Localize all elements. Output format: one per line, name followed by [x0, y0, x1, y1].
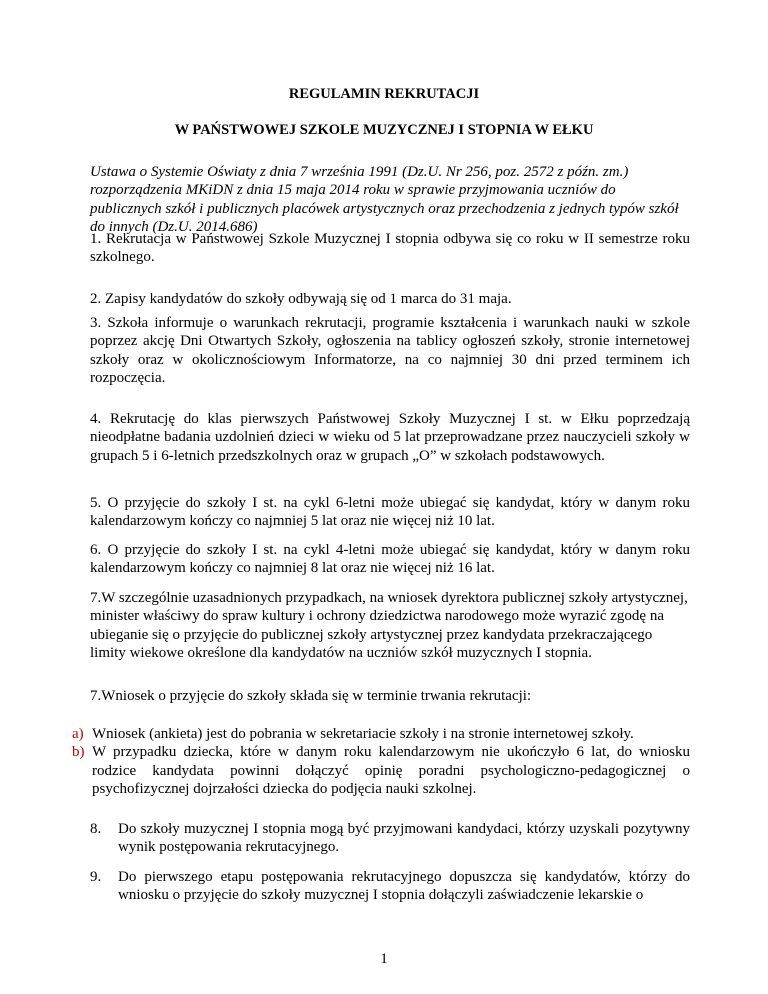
paragraph-5: 5. O przyjęcie do szkoły I st. na cykl 6-letni może ubiegać się kandydat, który w danym roku kalendarzowym kończy co najmniej 5 lat oraz nie więcej niż 10 lat. [90, 495, 690, 530]
list-marker: 8. [90, 821, 102, 837]
list-item-text: Do szkoły muzycznej I stopnia mogą być przyjmowani kandydaci, którzy uzyskali pozytywny wynik postępowania rekrutacyjnego. [118, 821, 690, 856]
paragraph-7-application: 7.Wniosek o przyjęcie do szkoły składa się w terminie trwania rekrutacji: [90, 688, 532, 704]
numbered-item-9 [90, 868, 690, 905]
paragraph-3: 3. Szkoła informuje o warunkach rekrutacji, programie kształcenia i warunkach nauki w szkole poprzez akcję Dni Otwartych Szkoły, ogłoszenia na tablicy ogłoszeń szkoły, stronie internetowej szkoły oraz w okolicznościowym Informatorze, na co najmniej 30 dni przed terminem ich rozpoczęcia. [90, 315, 690, 387]
page-number: 1 [380, 951, 388, 967]
list-marker: b) [72, 744, 85, 761]
paragraph-7: 7.W szczególnie uzasadnionych przypadkach, na wniosek dyrektora publicznej szkoły artystycznej, minister właściwy do spraw kultury i ochrony dziedzictwa narodowego może wyrazić zgodę na ubieganie się o przyjęcie do publicznej szkoły artystycznej przez kandydata przekraczającego limity wiekowe określone dla kandydatów na uczniów szkół muzycznych I stopnia. [90, 590, 688, 662]
list-item [72, 725, 690, 743]
paragraph-6: 6. O przyjęcie do szkoły I st. na cykl 4-letni może ubiegać się kandydat, który w danym roku kalendarzowym kończy co najmniej 8 lat oraz nie więcej niż 16 lat. [90, 542, 690, 577]
document-title: REGULAMIN REKRUTACJI [288, 86, 480, 102]
list-item-text: W przypadku dziecka, które w danym roku kalendarzowym nie ukończyło 6 lat, do wniosku rodzice kandydata powinni dołączyć opinię poradni psychologiczno-pedagogicznej o psychofizycznej dojrzałości dziecka do podjęcia nauki szkolnej. [92, 744, 690, 798]
paragraph-4: 4. Rekrutację do klas pierwszych Państwowej Szkoły Muzycznej I st. w Ełku poprzedzają nieodpłatne badania uzdolnień dzieci w wieku od 5 lat przeprowadzane przez nauczycieli szkoły w grupach 5 i 6-letnich przedszkolnych oraz w grupach „O” w szkołach podstawowych. [90, 411, 690, 464]
list-marker: a) [72, 726, 84, 742]
paragraph-1: 1. Rekrutacja w Państwowej Szkole Muzycznej I stopnia odbywa się co roku w II semestrze roku szkolnego. [90, 231, 690, 266]
document-subtitle: W PAŃSTWOWEJ SZKOLE MUZYCZNEJ I STOPNIA W EŁKU [174, 122, 594, 138]
list-item-text: Do pierwszego etapu postępowania rekrutacyjnego dopuszcza się kandydatów, którzy do wniosku o przyjęcie do szkoły muzycznej I stopnia dołączyli zaświadczenie lekarskie o [118, 869, 690, 904]
lettered-list [72, 725, 690, 799]
list-item-text: Wniosek (ankieta) jest do pobrania w sekretariacie szkoły i na stronie internetowej szkoły. [92, 726, 634, 742]
legal-basis-intro: Ustawa o Systemie Oświaty z dnia 7 września 1991 (Dz.U. Nr 256, poz. 2572 z późn. zm.) rozporządzenia MKiDN z dnia 15 maja 2014 roku w sprawie przyjmowania uczniów do publicznych szkół i publicznych placówek artystycznych oraz przechodzenia z jednych typów szkół do innych (Dz.U. 2014.686) [90, 164, 679, 236]
paragraph-2: 2. Zapisy kandydatów do szkoły odbywają się od 1 marca do 31 maja. [90, 291, 512, 307]
list-marker: 9. [90, 869, 102, 885]
list-item [72, 743, 690, 798]
numbered-item-8 [90, 820, 690, 857]
